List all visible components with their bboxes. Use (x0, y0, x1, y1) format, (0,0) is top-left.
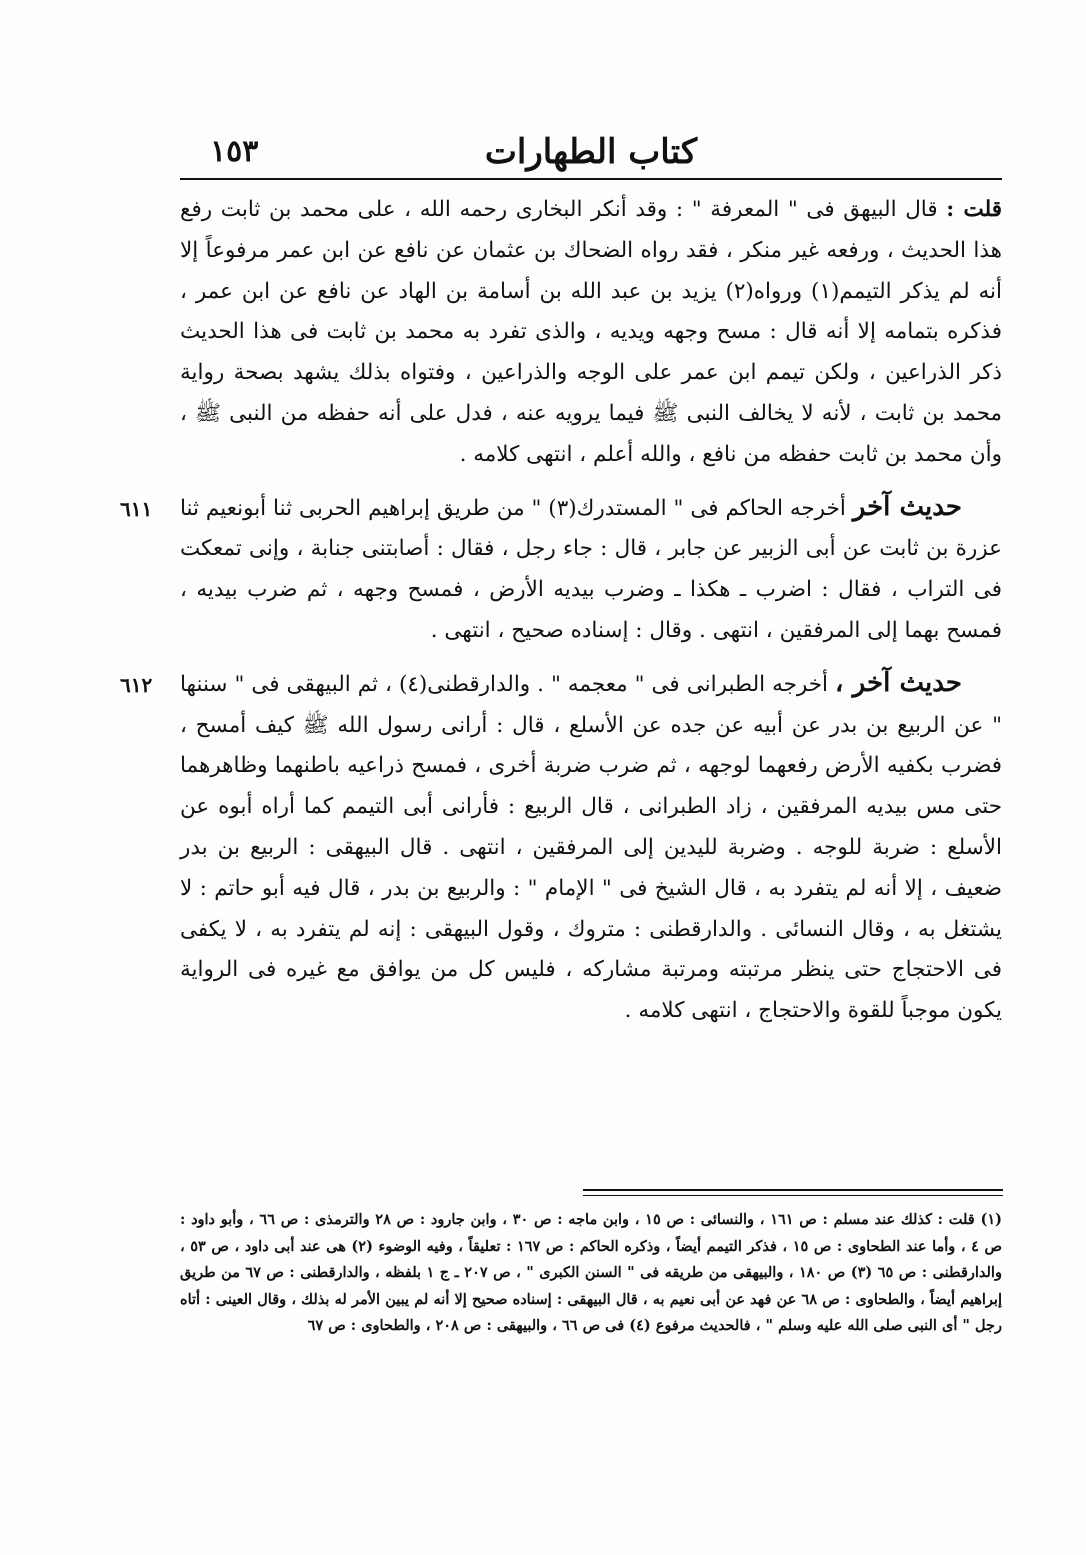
page-header (180, 128, 1002, 180)
footnote-separator (583, 1189, 1003, 1196)
paragraph-text: أخرجه الحاكم فى " المستدرك(٣) " من طريق إبراهيم الحربى ثنا أبونعيم ثنا عزرة بن ثابت عن أبى الزبير عن جابر ، قال : جاء رجل ، فقال : أصابتنى جنابة ، وإنى تمعكت فى التراب ، فقال : اضرب ـ هكذا ـ وضرب بيديه الأرض ، فمسح وجهه ، ثم ضرب بيديه ، فمسح بهما إلى المرفقين ، انتهى . وقال : إسناده صحيح ، انتهى . (180, 495, 1002, 643)
hadith-number: ٦١١ (120, 496, 153, 521)
paragraph-qult (180, 190, 1002, 476)
paragraph-hadith-612 (120, 663, 1002, 1032)
paragraph-hadith-611 (120, 487, 1002, 652)
footnote-text: (١) قلت : كذلك عند مسلم : ص ١٦١ ، والنسائى : ص ١٥ ، وابن ماجه : ص ٣٠ ، وابن جارود : ص ٢٨ والترمذى : ص ٦٦ ، وأبو داود : ص ٤ ، وأما عند الطحاوى : ص ١٥ ، فذكر التيمم أيضاً ، وذكره الحاكم : ص ١٦٧ : تعليقاً ، وفيه الوضوء (٢) هى عند أبى داود ، ص ٥٣ ، والدارقطنى : ص ٦٥ (٣) ص ١٨٠ ، والبيهقى من طريقه فى " السنن الكبرى " ، ص ٢٠٧ ـ ج ١ بلفظه ، والدارقطنى : ص ٦٧ من طريق إبراهيم أيضاً ، والطحاوى : ص ٦٨ عن فهد عن أبى نعيم به ، قال البيهقى : إسناده صحيح إلا أنه لم يبين الأمر له بذلك ، وقال العينى : أتاه رجل " أى النبى صلى الله عليه وسلم " ، فالحديث مرفوع (٤) فى ص ٦٦ ، والبيهقى : ص ٢٠٨ ، والطحاوى : ص ٦٧ (180, 1211, 1002, 1334)
chapter-title: كتاب الطهارات (484, 132, 698, 172)
hadith-number: ٦١٢ (120, 672, 153, 697)
paragraph-lead: حديث آخر ، (835, 667, 962, 698)
footnotes (180, 1207, 1002, 1340)
paragraph-lead: قلت : (946, 197, 1002, 222)
paragraph-lead: حديث آخر (852, 491, 963, 522)
page-number: ١٥٣ (210, 134, 259, 169)
paragraph-text: قال البيهق فى " المعرفة " : وقد أنكر البخارى رحمه الله ، على محمد بن ثابت رفع هذا الحديث ، ورفعه غير منكر ، فقد رواه الضحاك بن عثمان عن نافع عن ابن عمر مرفوعاً إلا أنه لم يذكر التيمم(١) ورواه(٢) يزيد بن عبد الله بن أسامة بن الهاد عن نافع عن ابن عمر ، فذكره بتمامه إلا أنه قال : مسح وجهه ويديه ، والذى تفرد به محمد بن ثابت فى هذا الحديث ذكر الذراعين ، ولكن تيمم ابن عمر على الوجه والذراعين ، وفتواه بذلك يشهد بصحة رواية محمد بن ثابت ، لأنه لا يخالف النبى ﷺ فيما يرويه عنه ، فدل على أنه حفظه من النبى ﷺ ، وأن محمد بن ثابت حفظه من نافع ، والله أعلم ، انتهى كلامه . (180, 197, 1002, 467)
main-text (120, 190, 1002, 1043)
paragraph-text: أخرجه الطبرانى فى " معجمه " . والدارقطنى(٤) ، ثم البيهقى فى " سننها " عن الربيع بن بدر عن أبيه عن جده عن الأسلع ، قال : أرانى رسول الله ﷺ كيف أمسح ، فضرب بكفيه الأرض رفعهما لوجهه ، ثم ضرب ضربة أخرى ، فمسح ذراعيه باطنهما وظاهرهما حتى مس بيديه المرفقين ، زاد الطبرانى ، قال الربيع : فأرانى أبى التيمم كما أراه أبوه عن الأسلع : ضربة للوجه . وضربة لليدين إلى المرفقين ، انتهى . قال البيهقى : الربيع بن بدر ضعيف ، إلا أنه لم يتفرد به ، قال الشيخ فى " الإمام " : والربيع بن بدر ، قال فيه أبو حاتم : لا يشتغل به ، وقال النسائى . والدارقطنى : متروك ، وقول البيهقى : إنه لم يتفرد به ، لا يكفى فى الاحتجاج حتى ينظر مرتبته ومرتبة مشاركه ، فليس كل من يوافق مع غيره فى الرواية يكون موجباً للقوة والاحتجاج ، انتهى كلامه . (180, 671, 1002, 1024)
separator-line (583, 1189, 1003, 1196)
